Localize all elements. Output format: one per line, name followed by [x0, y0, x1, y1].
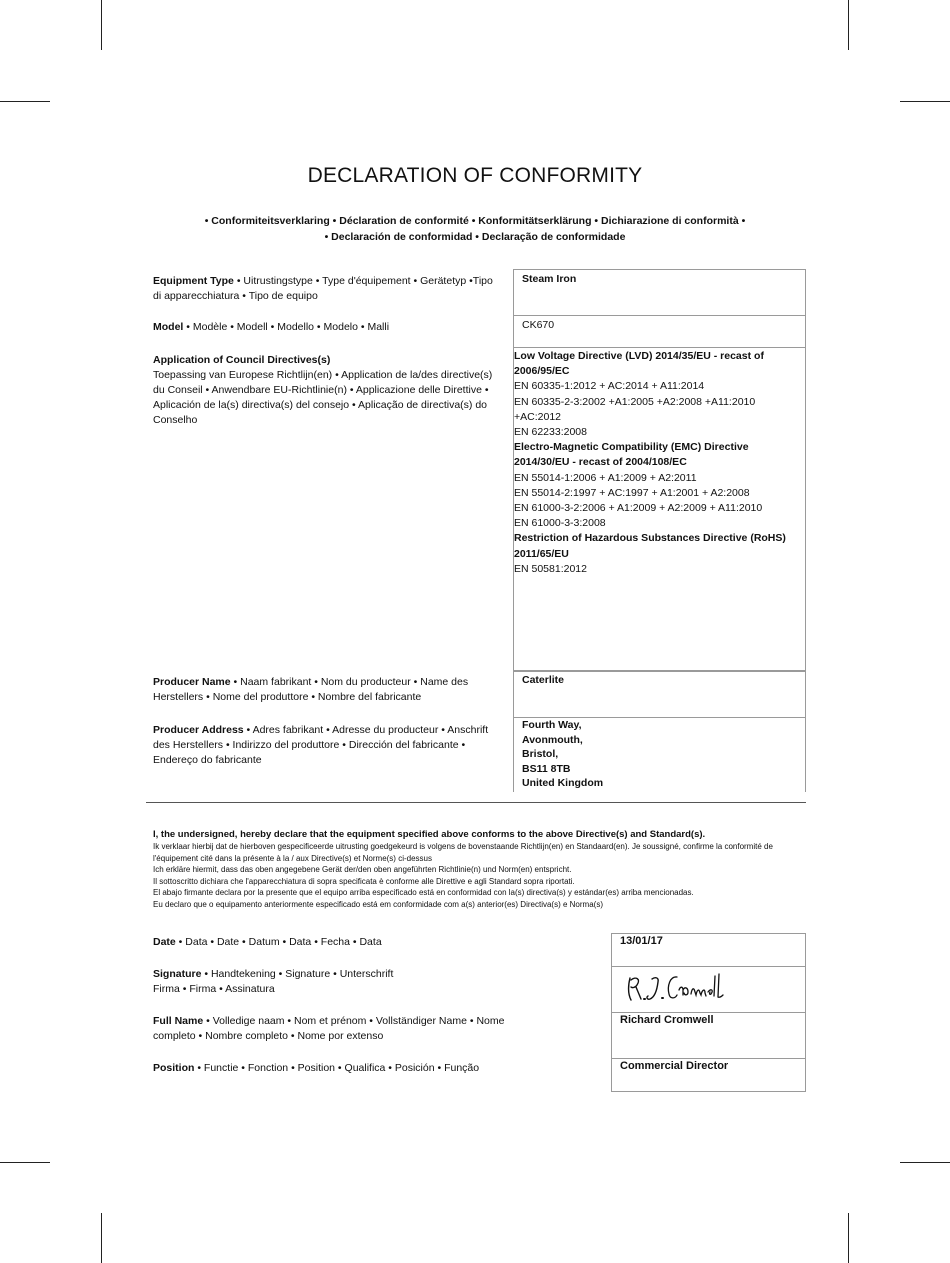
declaration-it: Il sottoscritto dichiara che l'apparecchiatura di sopra specificata è conforme alle Direttive e agli Standard sopra riportati.	[153, 876, 575, 886]
standard-item: EN 61000-3-2:2006 + A1:2009 + A2:2009 + A11:2010	[514, 502, 763, 515]
standard-item: EN 50581:2012	[514, 562, 587, 575]
crop-mark	[848, 1213, 849, 1263]
equipment-type-value: Steam Iron	[522, 273, 577, 285]
directives-list	[514, 349, 804, 577]
position-value: Commercial Director	[620, 1060, 729, 1072]
standard-item: EN 62233:2008	[514, 426, 587, 439]
model-box	[513, 316, 806, 348]
date-value: 13/01/17	[620, 935, 663, 947]
row-divider	[611, 1058, 806, 1059]
title-translations	[140, 213, 810, 245]
section-divider	[146, 802, 806, 803]
declaration-nl-fr: Ik verklaar hierbij dat de hierboven gespecificeerde uitrusting goedgekeurd is volgens de bovenstaande Richtlijn(en) en Standaard(en). Je soussigné, confirme la conformité de l'équipement cité dans la présente à la / aux Directive(s) et Norme(s) ci-dessus	[153, 842, 773, 863]
declaration-de: Ich erkläre hiermit, dass das oben angegebene Gerät der/den oben angeführten Richtlinie(n) und Norm(en) entspricht.	[153, 865, 572, 875]
row-divider	[611, 966, 806, 967]
page-title: DECLARATION OF CONFORMITY	[307, 164, 643, 187]
full-name-label: Full Name • Volledige naam • Nom et prénom • Vollständiger Name • Nome completo • Nombre completo • Nome por extenso	[153, 1015, 505, 1042]
emc-heading: Electro-Magnetic Compatibility (EMC) Directive 2014/30/EU - recast of 2004/108/EC	[514, 441, 749, 469]
crop-mark	[0, 1162, 50, 1163]
handwritten-signature	[622, 968, 732, 1008]
signature-label: Signature • Handtekening • Signature • Unterschrift Firma • Firma • Assinatura	[153, 968, 394, 995]
crop-mark	[848, 0, 849, 50]
crop-mark	[101, 0, 102, 50]
lvd-heading: Low Voltage Directive (LVD) 2014/35/EU - recast of 2006/95/EC	[514, 350, 764, 378]
full-name-value: Richard Cromwell	[620, 1014, 714, 1026]
producer-name-label: Producer Name • Naam fabrikant • Nom du producteur • Name des Herstellers • Nome del produttore • Nombre del fabricante	[153, 676, 469, 703]
standard-item: EN 55014-1:2006 + A1:2009 + A2:2011	[514, 471, 697, 484]
crop-mark	[900, 1162, 950, 1163]
address-line: Bristol,	[522, 748, 559, 760]
standard-item: EN 61000-3-3:2008	[514, 517, 606, 530]
row-divider	[611, 1012, 806, 1013]
address-line: United Kingdom	[522, 777, 604, 789]
producer-address-value	[522, 718, 603, 791]
declaration-pt: Eu declaro que o equipamento anteriormente especificado está em conformidade com a(s) anterior(es) Directiva(s) e Norma(s)	[153, 899, 603, 909]
position-label: Position • Functie • Fonction • Position • Qualifica • Posición • Função	[153, 1062, 480, 1074]
declaration-es: El abajo firmante declara por la presente que el equipo arriba especificado está en conformidad con la(s) directiva(s) y estándar(es) arriba mencionadas.	[153, 888, 694, 898]
model-value: CK670	[522, 319, 555, 331]
directives-label: Application of Council Directives(s) Toepassing van Europese Richtlijn(en) • Application de la/des directive(s) du Conseil • Anwendbare EU-Richtlinie(n) • Applicazione delle Direttive • Aplicación de la(s) directiva(s) del consejo • Aplicação de directiva(s) do Conselho	[153, 354, 493, 426]
standard-item: EN 60335-2-3:2002 +A1:2005 +A2:2008 +A11:2010 +AC:2012	[514, 395, 756, 423]
subtitle-line-1: • Conformiteitsverklaring • Déclaration de conformité • Konformitätserklärung • Dichiarazione di conformità •	[204, 215, 746, 227]
standard-item: EN 55014-2:1997 + AC:1997 + A1:2001 + A2:2008	[514, 486, 750, 499]
declaration-lead: I, the undersigned, hereby declare that the equipment specified above conforms to the above Directive(s) and Standard(s).	[153, 829, 706, 840]
producer-address-label: Producer Address • Adres fabrikant • Adresse du producteur • Anschrift des Herstellers • Indirizzo del produttore • Dirección del fabricante • Endereço do fabricante	[153, 724, 489, 766]
crop-mark	[101, 1213, 102, 1263]
crop-mark	[900, 101, 950, 102]
crop-mark	[0, 101, 50, 102]
subtitle-line-2: • Declaración de conformidad • Declaração de conformidade	[324, 231, 626, 243]
rohs-heading: Restriction of Hazardous Substances Directive (RoHS) 2011/65/EU	[514, 532, 786, 560]
date-label: Date • Data • Date • Datum • Data • Fecha • Data	[153, 936, 382, 948]
model-label: Model • Modèle • Modell • Modello • Modelo • Malli	[153, 321, 390, 333]
producer-name-value: Caterlite	[522, 674, 565, 686]
address-line: Fourth Way,	[522, 719, 582, 731]
declaration-text	[153, 828, 793, 911]
address-line: BS11 8TB	[522, 762, 571, 775]
address-line: Avonmouth,	[522, 733, 583, 746]
standard-item: EN 60335-1:2012 + AC:2014 + A11:2014	[514, 380, 705, 393]
equipment-type-label: Equipment Type • Uitrustingstype • Type d'équipement • Gerätetyp •Tipo di apparecchiatura • Tipo de equipo	[153, 275, 493, 302]
